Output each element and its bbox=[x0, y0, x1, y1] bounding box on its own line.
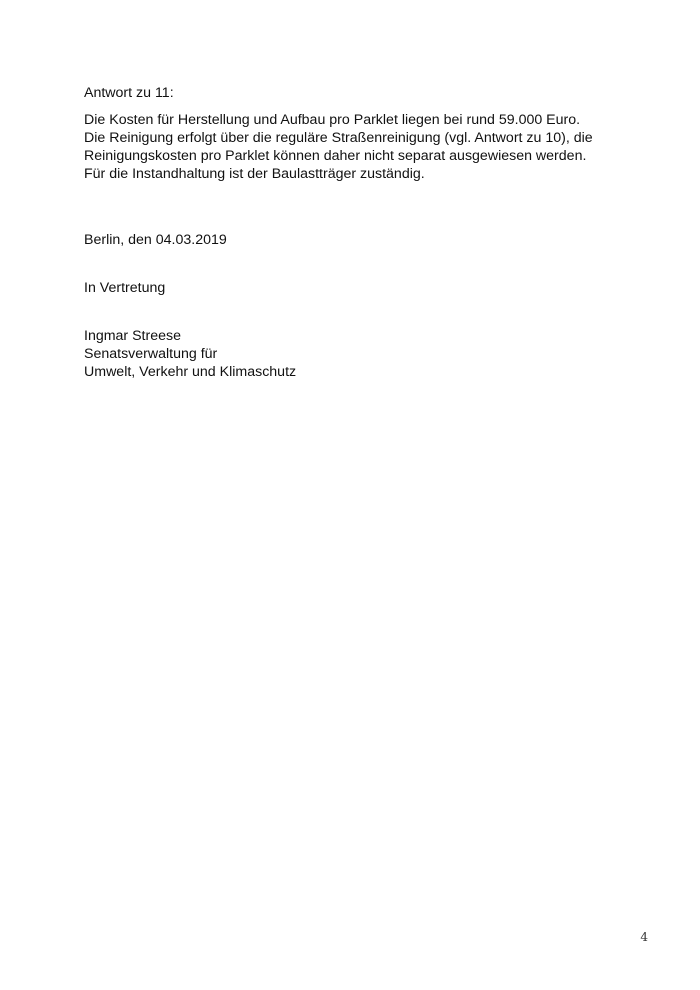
answer-line: Reinigungskosten pro Parklet können daher nicht separat ausgewiesen werden. bbox=[84, 148, 587, 164]
answer-line: Die Reinigung erfolgt über die reguläre Straßenreinigung (vgl. Antwort zu 10), die bbox=[84, 130, 593, 146]
signature-block bbox=[84, 327, 296, 381]
answer-line: Für die Instandhaltung ist der Baulastträger zuständig. bbox=[84, 166, 425, 182]
place-and-date: Berlin, den 04.03.2019 bbox=[84, 232, 227, 248]
signatory-name: Ingmar Streese bbox=[84, 328, 181, 344]
page-number: 4 bbox=[640, 930, 648, 944]
answer-line: Die Kosten für Herstellung und Aufbau pro Parklet liegen bei rund 59.000 Euro. bbox=[84, 112, 581, 128]
department-line: Senatsverwaltung für bbox=[84, 346, 218, 362]
department-line: Umwelt, Verkehr und Klimaschutz bbox=[84, 364, 297, 380]
answer-heading: Antwort zu 11: bbox=[84, 85, 174, 101]
representation-note: In Vertretung bbox=[84, 280, 166, 296]
answer-paragraph bbox=[84, 111, 593, 183]
